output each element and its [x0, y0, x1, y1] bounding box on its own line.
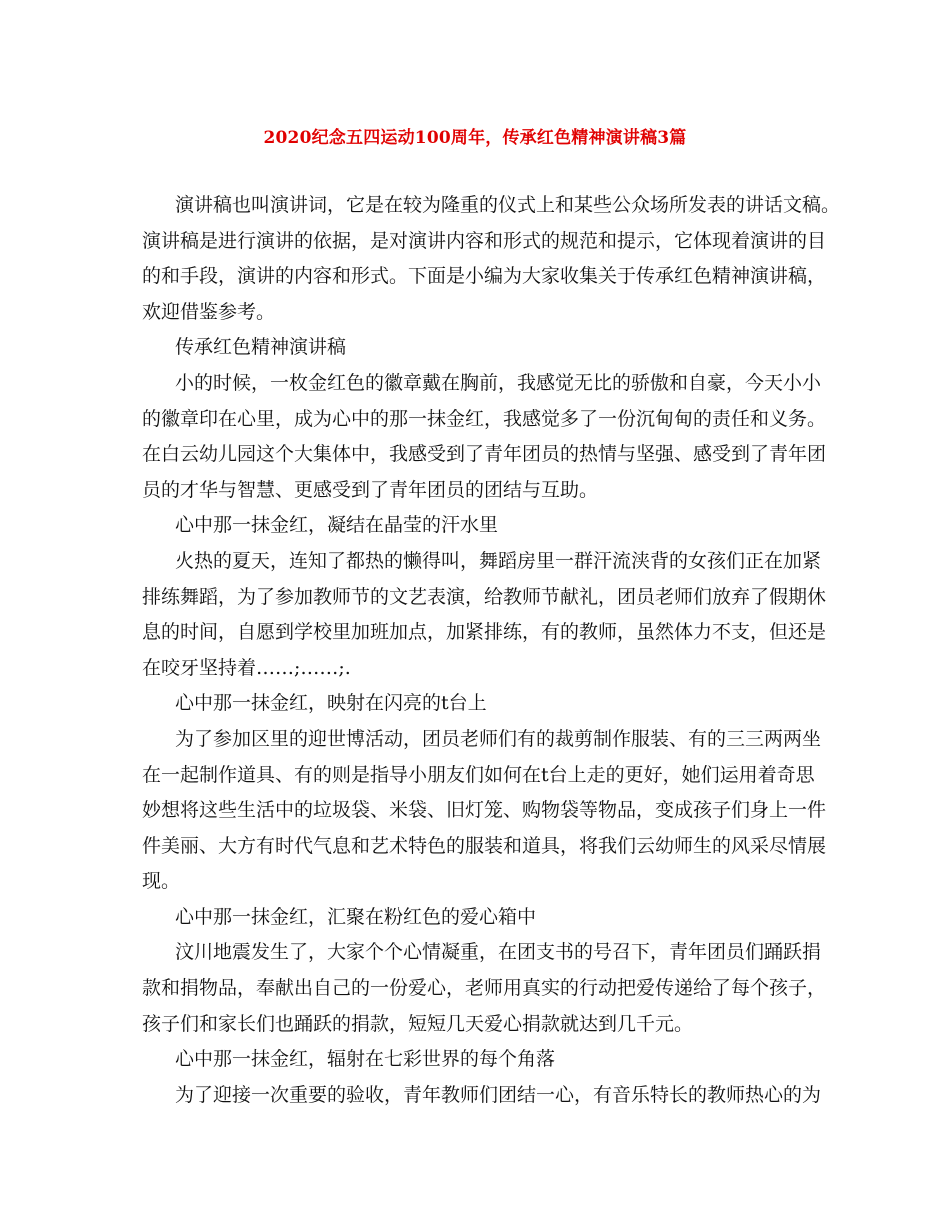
paragraph-line: 孩子们和家长们也踊跃的捐款，短短几天爱心捐款就达到几千元。: [142, 1012, 694, 1035]
paragraph-line: 件美丽、大方有时代气息和艺术特色的服装和道具，将我们云幼师生的风采尽情展: [142, 834, 827, 857]
paragraph-line: 为了迎接一次重要的验收，青年教师们团结一心，有音乐特长的教师热心的为: [175, 1083, 822, 1106]
paragraph-line: 员的才华与智慧、更感受到了青年团员的团结与互助。: [142, 478, 599, 501]
paragraph-line: 现。: [142, 870, 181, 893]
paragraph-line: 演讲稿也叫演讲词，它是在较为隆重的仪式上和某些公众场所发表的讲话文稿。: [175, 194, 841, 216]
paragraph-line: 在咬牙坚持着……;……;.: [142, 656, 351, 679]
document-body: [142, 188, 841, 1113]
paragraph-line: 在白云幼儿园这个大集体中，我感受到了青年团员的热情与坚强、感受到了青年团: [142, 443, 827, 466]
paragraph-line: 在一起制作道具、有的则是指导小朋友们如何在t台上走的更好，她们运用着奇思: [142, 763, 815, 786]
section-heading: 传承红色精神演讲稿: [175, 336, 347, 359]
paragraph-line: 汶川地震发生了，大家个个心情凝重，在团支书的号召下，青年团员们踊跃捐: [175, 941, 822, 964]
paragraph-line: 演讲稿是进行演讲的依据，是对演讲内容和形式的规范和提示，它体现着演讲的目: [142, 229, 827, 252]
document-title: 2020纪念五四运动100周年，传承红色精神演讲稿3篇: [263, 128, 687, 148]
paragraph-line: 火热的夏天，连知了都热的懒得叫，舞蹈房里一群汗流浃背的女孩们正在加紧: [175, 549, 822, 572]
section-heading: 心中那一抹金红，凝结在晶莹的汗水里: [175, 514, 499, 537]
paragraph-line: 的和手段，演讲的内容和形式。下面是小编为大家收集关于传承红色精神演讲稿，: [142, 265, 827, 288]
paragraph-line: 为了参加区里的迎世博活动，团员老师们有的裁剪制作服装、有的三三两两坐: [175, 727, 822, 750]
paragraph-line: 的徽章印在心里，成为心中的那一抹金红，我感觉多了一份沉甸甸的责任和义务。: [142, 407, 827, 430]
section-heading: 心中那一抹金红，汇聚在粉红色的爱心箱中: [175, 905, 537, 928]
paragraph-line: 排练舞蹈，为了参加教师节的文艺表演，给教师节献礼，团员老师们放弃了假期休: [142, 585, 827, 608]
paragraph-line: 妙想将这些生活中的垃圾袋、米袋、旧灯笼、购物袋等物品，变成孩子们身上一件: [142, 799, 827, 822]
section-heading: 心中那一抹金红，映射在闪亮的t台上: [175, 692, 487, 715]
paragraph-line: 小的时候，一枚金红色的徽章戴在胸前，我感觉无比的骄傲和自豪，今天小小: [175, 371, 822, 394]
paragraph-line: 款和捐物品，奉献出自己的一份爱心，老师用真实的行动把爱传递给了每个孩子，: [142, 977, 827, 1000]
paragraph-line: 欢迎借鉴参考。: [142, 300, 276, 323]
section-heading: 心中那一抹金红，辐射在七彩世界的每个角落: [175, 1048, 556, 1071]
paragraph-line: 息的时间，自愿到学校里加班加点，加紧排练，有的教师，虽然体力不支，但还是: [142, 621, 827, 644]
